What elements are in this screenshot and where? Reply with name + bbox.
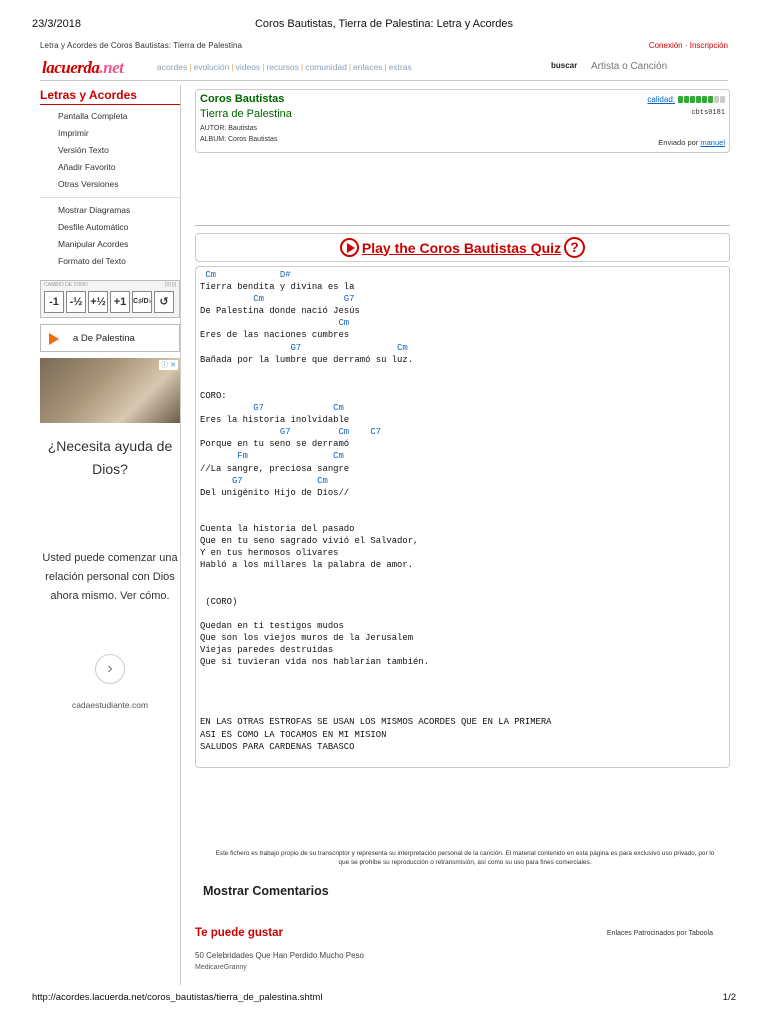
nav-separator: |: [189, 62, 192, 72]
chord-line[interactable]: G7 Cm: [200, 403, 344, 414]
sidebar-tools: [40, 202, 180, 270]
print-header: [32, 18, 736, 32]
play-icon[interactable]: [49, 333, 59, 345]
lyric-line: Viejas paredes destruidas: [200, 644, 334, 655]
sharp-flat-toggle-button[interactable]: C♯/D♭: [132, 291, 152, 313]
lyric-line: Quedan en ti testigos mudos: [200, 620, 344, 631]
chord-line[interactable]: Cm D#: [200, 270, 291, 280]
recommended-item-source: MedicareGranny: [195, 964, 247, 971]
lyric-line: Que son los viejos muros de la Jerusalem: [200, 632, 414, 643]
sidebar-item-text-version[interactable]: Versión Texto: [58, 145, 109, 155]
nav-item[interactable]: enlaces: [353, 62, 383, 72]
ad-headline[interactable]: ¿Necesita ayuda de Dios?: [47, 438, 173, 477]
page-number: 1/2: [722, 992, 736, 1003]
print-date: 23/3/2018: [32, 18, 81, 30]
sidebar: [40, 85, 180, 813]
lyric-line: Porque en tu seno se derramó: [200, 439, 350, 450]
lyric-line: (CORO): [200, 596, 238, 607]
chord-line[interactable]: G7 Cm: [200, 342, 408, 353]
lyric-line: Habló a los millares la palabra de amor.: [200, 560, 414, 571]
quality-segment: [690, 96, 695, 103]
nav-item[interactable]: acordes: [157, 62, 188, 72]
quiz-link[interactable]: Play the Coros Bautistas Quiz: [361, 239, 562, 256]
transpose-panel: [40, 280, 180, 318]
header-divider: [40, 80, 728, 81]
lyric-line: CORO:: [200, 390, 227, 401]
sent-by-label: Enviado por: [658, 138, 699, 147]
song-info-box: [195, 89, 730, 153]
sidebar-item-text-format[interactable]: Formato del Texto: [58, 256, 126, 266]
lyric-line: Tierra bendita y divina es la: [200, 282, 355, 293]
lyric-line: [200, 378, 725, 390]
logo-text: lacuerda: [42, 58, 100, 77]
content-divider: [195, 225, 730, 226]
quality-segment: [696, 96, 701, 103]
audio-player[interactable]: [40, 324, 180, 352]
ad-choices-icon[interactable]: ⓘ ✕: [161, 362, 176, 369]
nav-item[interactable]: evolución: [193, 62, 230, 72]
transpose-caption: CAMBIO DE TONO: [44, 282, 88, 288]
lyric-line: ASI ES COMO LA TOCAMOS EN MI MISION: [200, 729, 387, 740]
sidebar-item-fullscreen[interactable]: Pantalla Completa: [58, 111, 128, 121]
quality-segment: [678, 96, 683, 103]
chord-line[interactable]: G7 Cm C7: [200, 427, 382, 438]
nav-item[interactable]: comunidad: [305, 62, 347, 72]
nav-separator: |: [384, 62, 387, 72]
song-title: Tierra de Palestina: [200, 108, 292, 120]
sidebar-divider-line: [180, 85, 181, 985]
sidebar-divider: [40, 197, 180, 198]
chord-line[interactable]: Fm Cm: [200, 451, 344, 462]
lyrics-panel: [195, 266, 730, 768]
quality-segment: [702, 96, 707, 103]
register-link[interactable]: Inscripción: [689, 41, 728, 50]
lyric-line: [200, 571, 725, 583]
ad-image[interactable]: [40, 358, 180, 423]
transpose-plus-half-button[interactable]: +½: [88, 291, 108, 313]
lyric-line: Del unigénito Hijo de Dios//: [200, 487, 350, 498]
quality-rating[interactable]: [647, 95, 725, 104]
print-url: http://acordes.lacuerda.net/coros_bautistas/tierra_de_palestina.shtml: [32, 992, 323, 1003]
lyric-line: [200, 668, 725, 680]
auth-links: [649, 41, 728, 50]
ad-body: Usted puede comenzar una relación personal con Dios ahora mismo. Ver cómo.: [42, 552, 178, 602]
transpose-plus-one-button[interactable]: +1: [110, 291, 130, 313]
login-link[interactable]: Conexión: [648, 41, 683, 50]
sent-by: [658, 138, 725, 147]
lyric-line: [200, 692, 725, 704]
lyric-line: [200, 366, 725, 378]
lyric-line: SALUDOS PARA CARDENAS TABASCO: [200, 741, 355, 752]
player-label: a De Palestina: [73, 333, 135, 344]
lyric-line: Bañada por la lumbre que derramó su luz.: [200, 354, 414, 365]
search-label: buscar: [551, 61, 578, 70]
recommend-title: Te puede gustar: [195, 927, 283, 939]
chevron-right-icon[interactable]: ›: [95, 654, 125, 684]
reset-icon[interactable]: ↺: [154, 291, 174, 313]
song-code: cbts0181: [691, 109, 725, 117]
sidebar-item-add-favorite[interactable]: Añadir Favorito: [58, 162, 116, 172]
song-author: AUTOR: Bautistas: [200, 125, 258, 132]
chord-line[interactable]: Cm G7: [200, 294, 355, 305]
show-comments-button[interactable]: Mostrar Comentarios: [203, 884, 329, 898]
site-logo[interactable]: [42, 58, 123, 78]
lyric-line: [200, 583, 725, 595]
nav-separator: |: [348, 62, 352, 72]
lyric-line: [200, 499, 725, 511]
lyric-line: [200, 704, 725, 716]
nav-separator: |: [301, 62, 304, 72]
lyric-line: Eres la historia inolvidable: [200, 415, 350, 426]
lyric-line: Que si tuvieran vida nos hablarían también.: [200, 657, 430, 667]
lyric-line: Que en tu seno sagrado vivió el Salvador,: [200, 536, 419, 547]
sidebar-title: Letras y Acordes: [40, 85, 180, 105]
sidebar-options: [40, 108, 180, 193]
transpose-caption-right: [0] [i]: [165, 282, 176, 288]
lyric-line: Eres de las naciones cumbres: [200, 330, 350, 341]
transpose-minus-half-button[interactable]: -½: [66, 291, 86, 313]
lyric-line: Cuenta la historia del pasado: [200, 523, 355, 534]
breadcrumb: Letra y Acordes de Coros Bautistas: Tierra de Palestina: [40, 41, 243, 50]
sidebar-item-print[interactable]: Imprimir: [58, 128, 89, 138]
search-input[interactable]: [588, 57, 728, 75]
lyric-line: De Palestina donde nació Jesús: [200, 306, 360, 317]
sidebar-item-show-diagrams[interactable]: Mostrar Diagramas: [58, 205, 131, 215]
ad-domain[interactable]: cadaestudiante.com: [71, 700, 149, 710]
recommended-item-title[interactable]: 50 Celebridades Que Han Perdido Mucho Peso: [195, 951, 364, 960]
logo-suffix: .net: [99, 58, 124, 77]
quality-label[interactable]: calidad:: [647, 95, 675, 104]
play-circle-icon[interactable]: [340, 238, 359, 257]
lyric-line: Y en tus hermosos olivares: [200, 548, 339, 559]
lyrics-text: [200, 269, 725, 753]
disclaimer: Este fichero es trabajo propio de su transcriptor y representa su interpretación personal de la canción. El material contenido en esta página es para exclusivo uso privado, por lo que se prohíbe su reproducción o retransmisión, así como su uso para fines comerciales.: [215, 850, 715, 866]
song-album: ALBUM: Coros Bautistas: [200, 136, 278, 143]
quality-bar: [678, 96, 725, 103]
nav-item[interactable]: extras: [388, 62, 412, 72]
nav-separator: |: [231, 62, 234, 72]
lyric-line: //La sangre, preciosa sangre: [200, 463, 350, 474]
lyric-line: [200, 608, 725, 620]
auth-separator: ·: [682, 41, 690, 50]
top-navigation: [157, 62, 412, 72]
sidebar-ad[interactable]: [40, 358, 180, 813]
nav-separator: |: [262, 62, 265, 72]
artist-name[interactable]: Coros Bautistas: [200, 93, 285, 105]
quality-segment: [714, 96, 719, 103]
question-icon[interactable]: ?: [564, 237, 585, 258]
sidebar-item-autoscroll[interactable]: Desfile Automático: [58, 222, 129, 232]
quality-segment: [708, 96, 713, 103]
sponsored-label[interactable]: Enlaces Patrocinados por Taboola: [606, 930, 713, 937]
nav-item[interactable]: videos: [235, 62, 261, 72]
lyric-line: [200, 680, 725, 692]
lyric-line: [200, 511, 725, 523]
quiz-banner[interactable]: [195, 233, 730, 262]
quality-segment: [684, 96, 689, 103]
nav-item[interactable]: recursos: [266, 62, 299, 72]
quality-segment: [720, 96, 725, 103]
sent-by-user-link[interactable]: manuel: [700, 138, 725, 147]
transpose-minus-one-button[interactable]: -1: [44, 291, 64, 313]
sidebar-item-other-versions[interactable]: Otras Versiones: [58, 179, 119, 189]
chord-line[interactable]: G7 Cm: [200, 475, 328, 486]
print-title: Coros Bautistas, Tierra de Palestina: Letra y Acordes: [254, 18, 514, 30]
lyric-line: EN LAS OTRAS ESTROFAS SE USAN LOS MISMOS ACORDES QUE EN LA PRIMERA: [200, 717, 552, 728]
chord-line[interactable]: Cm: [200, 318, 350, 329]
sidebar-item-manipulate-chords[interactable]: Manipular Acordes: [58, 239, 129, 249]
